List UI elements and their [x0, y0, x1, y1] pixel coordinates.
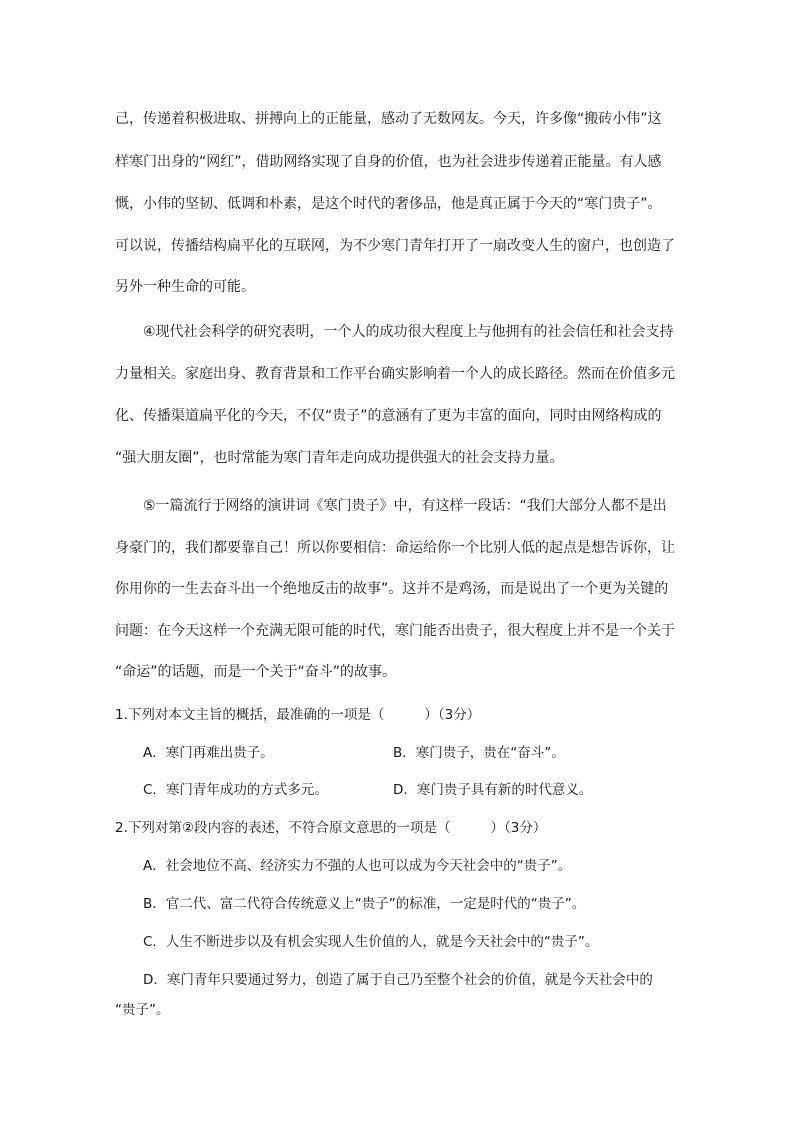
- question-stem-suffix: ）（3分）: [490, 820, 547, 836]
- paragraph-line: 问题：在今天这样一个充满无限可能的时代，寒门能否出贵子，很大程度上并不是一个关于: [115, 623, 675, 639]
- question-stem: [115, 818, 546, 838]
- paragraph-line: 你用你的一生去奋斗出一个绝地反击的故事”。这并不是鸡汤，而是说出了一个更为关键的: [115, 581, 669, 597]
- option-b: B．官二代、富二代符合传统意义上“贵子”的标准，一定是时代的“贵子”。: [143, 896, 586, 912]
- paragraph-line: 化、传播渠道扁平化的今天，不仅“贵子”的意涵有了更为丰富的面向，同时由网络构成的: [115, 408, 662, 424]
- paragraph-line: 力量相关。家庭出身、教育背景和工作平台确实影响着一个人的成长路径。然而在价值多元: [115, 366, 675, 382]
- question-stem-prefix: 1.下列对本文主旨的概括，最准确的一项是（: [115, 707, 385, 723]
- paragraph-line: 可以说，传播结构扁平化的互联网，为不少寒门青年打开了一扇改变人生的窗户，也创造了: [115, 238, 675, 254]
- question-stem: [115, 705, 480, 725]
- option-a: A．社会地位不高、经济实力不强的人也可以成为今天社会中的“贵子”。: [143, 858, 572, 874]
- option-c: C．寒门青年成功的方式多元。: [143, 782, 328, 798]
- option-a: A．寒门再难出贵子。: [143, 745, 274, 761]
- option-c: C．人生不断进步以及有机会实现人生价值的人，就是今天社会中的“贵子”。: [143, 934, 599, 950]
- option-d: D．寒门青年只要通过努力，创造了属于自己乃至整个社会的价值，就是今天社会中的: [143, 972, 653, 988]
- paragraph-line: 样寒门出身的“网红”，借助网络实现了自身的价值，也为社会进步传递着正能量。有人感: [115, 154, 662, 170]
- paragraph-line: 己，传递着积极进取、拼搏向上的正能量，感动了无数网友。今天，许多像“搬砖小伟”这: [115, 111, 662, 127]
- paragraph-line: ⑤一篇流行于网络的演讲词《寒门贵子》中，有这样一段话：“我们大部分人都不是出: [143, 498, 667, 514]
- paragraph-line: 身豪门的，我们都要靠自己！所以你要相信：命运给你一个比别人低的起点是想告诉你，让: [115, 540, 675, 556]
- paragraph-line: ④现代社会科学的研究表明，一个人的成功很大程度上与他拥有的社会信任和社会支持: [143, 324, 674, 340]
- option-d-continuation: “贵子”。: [115, 1002, 170, 1018]
- paragraph-line: 另外一种生命的可能。: [115, 279, 255, 295]
- question-stem-prefix: 2.下列对第②段内容的表述，不符合原文意思的一项是（: [115, 820, 451, 836]
- option-d: D．寒门贵子具有新的时代意义。: [393, 782, 593, 798]
- question-stem-suffix: ）（3分）: [424, 707, 481, 723]
- paragraph-line: 慨，小伟的坚韧、低调和朴素，是这个时代的奢侈品，他是真正属于今天的“寒门贵子”。: [115, 196, 662, 212]
- paragraph-line: “强大朋友圈”，也时常能为寒门青年走向成功提供强大的社会支持力量。: [115, 450, 564, 466]
- option-b: B．寒门贵子，贵在“奋斗”。: [393, 745, 565, 761]
- paragraph-line: “命运”的话题，而是一个关于“奋斗”的故事。: [115, 664, 397, 680]
